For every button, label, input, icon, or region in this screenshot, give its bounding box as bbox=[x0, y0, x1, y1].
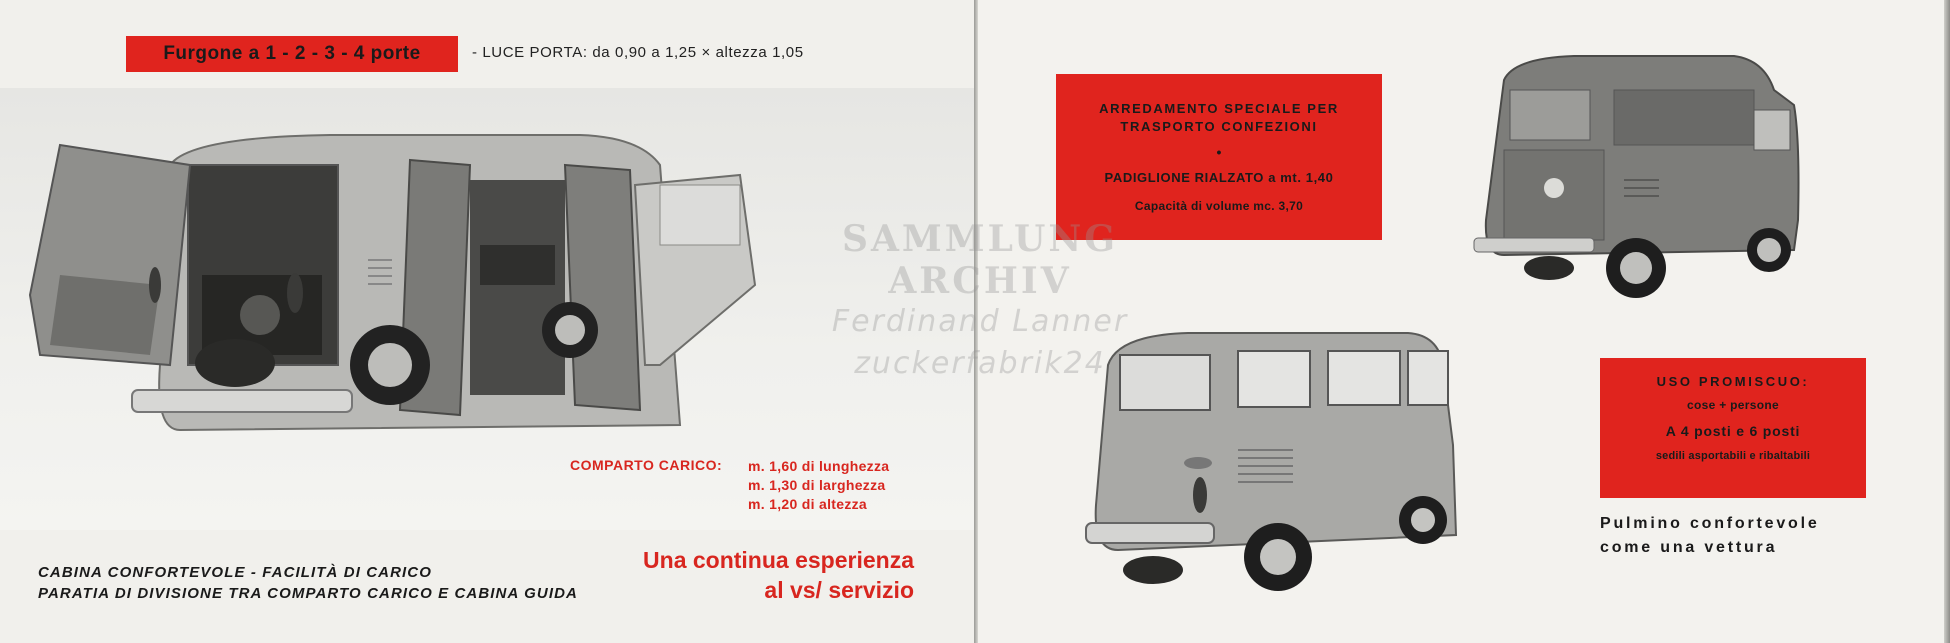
bullet-dot: • bbox=[1216, 144, 1222, 160]
feature-line: CABINA CONFORTEVOLE - FACILITÀ DI CARICO bbox=[38, 564, 432, 581]
cargo-dimensions bbox=[748, 457, 889, 514]
mixed-use-line: cose + persone bbox=[1687, 398, 1779, 412]
minibus-caption-line: come una vettura bbox=[1600, 539, 1778, 556]
watermark-line: zuckerfabrik24 bbox=[854, 346, 1106, 381]
feature-list bbox=[38, 562, 578, 604]
slogan bbox=[643, 545, 914, 605]
watermark-line: SAMMLUNG bbox=[841, 218, 1119, 260]
cargo-height: m. 1,20 di altezza bbox=[748, 496, 868, 512]
cargo-length: m. 1,60 di lunghezza bbox=[748, 458, 890, 474]
high-roof-van-image bbox=[1464, 50, 1854, 310]
watermark-line: ARCHIV bbox=[888, 260, 1072, 302]
minibus-caption-line: Pulmino confortevole bbox=[1600, 515, 1820, 532]
special-heading-line: TRASPORTO CONFEZIONI bbox=[1120, 119, 1318, 134]
archive-watermark bbox=[800, 218, 1160, 386]
special-heading-line: ARREDAMENTO SPECIALE PER bbox=[1099, 101, 1339, 116]
watermark-line: Ferdinand Lanner bbox=[831, 304, 1129, 339]
page-title: Furgone a 1 - 2 - 3 - 4 porte bbox=[126, 36, 458, 72]
minibus-caption bbox=[1600, 512, 1820, 560]
slogan-line: Una continua esperienza bbox=[643, 547, 914, 573]
cargo-label: COMPARTO CARICO: bbox=[570, 457, 723, 473]
special-equipment-box bbox=[1056, 74, 1382, 240]
removable-seats-text: sedili asportabili e ribaltabili bbox=[1655, 450, 1811, 462]
cargo-width: m. 1,30 di larghezza bbox=[748, 477, 886, 493]
mixed-use-heading: USO PROMISCUO: bbox=[1656, 374, 1810, 389]
special-heading bbox=[1056, 100, 1382, 136]
slogan-line: al vs/ servizio bbox=[764, 577, 914, 603]
feature-line: PARATIA DI DIVISIONE TRA COMPARTO CARICO E CABINA GUIDA bbox=[38, 585, 578, 602]
raised-roof-text: PADIGLIONE RIALZATO a mt. 1,40 bbox=[1104, 170, 1334, 185]
door-opening-text: - LUCE PORTA: da 0,90 a 1,25 × altezza 1,05 bbox=[472, 44, 804, 61]
capacity-text: Capacità di volume mc. 3,70 bbox=[1134, 199, 1304, 213]
mixed-use-box bbox=[1600, 358, 1866, 498]
seats-text: A 4 posti e 6 posti bbox=[1665, 423, 1801, 439]
page-edge bbox=[1944, 0, 1950, 643]
